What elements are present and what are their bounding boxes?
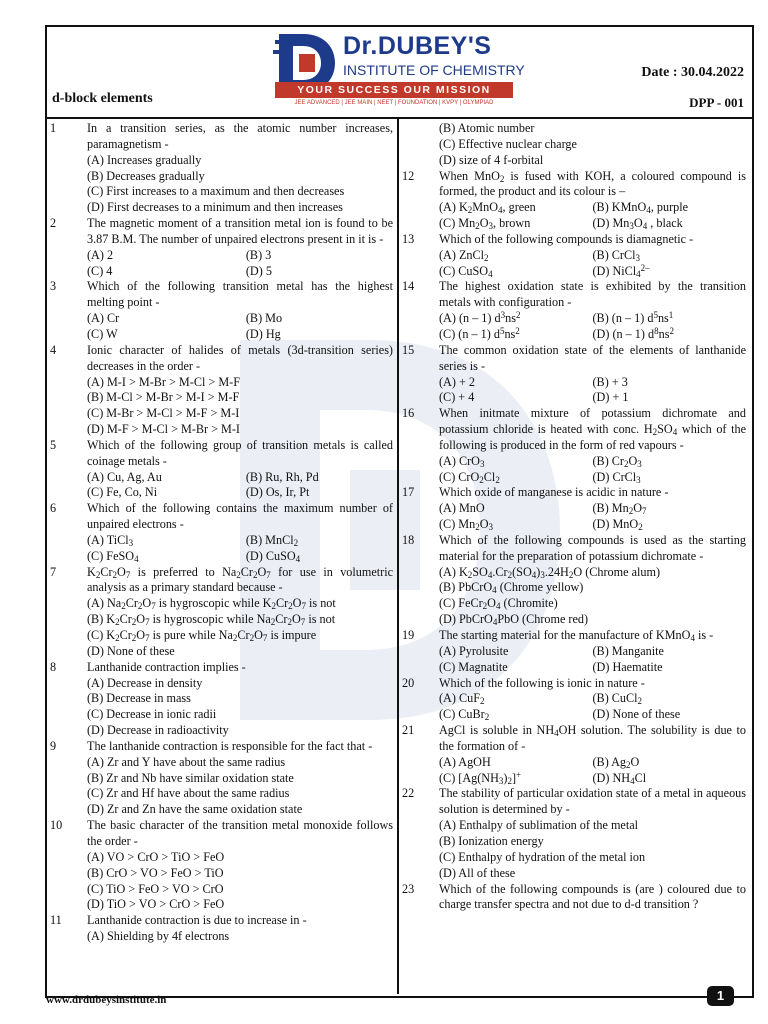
option-d: (D) CrCl$_3$	[592, 469, 641, 485]
question-10	[50, 818, 393, 913]
question-text: The highest oxidation state is exhibited by the transition metals with configuration -	[439, 279, 746, 310]
question-number: 9	[50, 738, 57, 753]
option-c: (C) + 4	[439, 390, 475, 405]
question-text: Which of the following is ionic in nature -	[439, 675, 645, 690]
question-text: Which of the following compounds is (are ) coloured due to charge transfer spectra and not due to d-d transition ?	[439, 881, 746, 912]
option-a: (A) Pyrolusite	[439, 643, 509, 658]
option-c: (C) $Mn_2O_3$	[439, 517, 494, 533]
question-11-continued	[402, 121, 746, 169]
option-b: (B) + 3	[592, 374, 628, 389]
option-c: (C) $Mn_2O_3$, brown	[439, 216, 531, 232]
question-number: 18	[402, 532, 415, 547]
right-column	[402, 121, 746, 913]
logo-subtitle: INSTITUTE OF CHEMISTRY	[343, 62, 525, 78]
footer-website-link[interactable]: www.drdubeysinstitute.in	[46, 994, 167, 1006]
question-number: 3	[50, 279, 57, 294]
option-c: (C) Zr and Hf have about the same radius	[87, 786, 290, 801]
option-c: (C) $FeCr_2O_4$ (Chromite)	[439, 596, 558, 612]
option-a: (A) MnO	[439, 501, 485, 516]
option-a: (A) CuF$_2$	[439, 691, 485, 707]
question-13	[402, 232, 746, 280]
question-number: 15	[402, 342, 415, 357]
dpp-number: DPP - 001	[689, 95, 744, 110]
option-c: (C) First increases to a maximum and then decreases	[87, 184, 345, 199]
question-1	[50, 121, 393, 216]
question-number: 19	[402, 628, 415, 642]
option-b: (B) PbCrO$_4$ (Chrome yellow)	[439, 580, 584, 596]
question-3	[50, 279, 393, 342]
logo-title: Dr.DUBEY'S	[343, 32, 492, 60]
question-8	[50, 660, 393, 739]
question-text: The lanthanide contraction is responsible for the fact that -	[87, 738, 373, 753]
option-b: (B) $K_2Cr_2O_7$ is hygroscopic while $Na_2Cr_2O_7$ is not	[87, 612, 336, 628]
option-c: (C) Enthalpy of hydration of the metal ion	[439, 849, 646, 864]
option-c: (C) Effective nuclear charge	[439, 136, 577, 151]
option-c: (C) (n – 1) $d^5ns^2$	[439, 325, 520, 341]
question-number: 5	[50, 437, 57, 452]
question-number: 23	[402, 881, 415, 896]
option-b: (B) Decrease in mass	[87, 691, 191, 706]
question-12	[402, 169, 746, 232]
option-d: (D) Os, Ir, Pt	[245, 485, 310, 500]
question-text: The magnetic moment of a transition metal ion is found to be 3.87 B.M. The number of unpaired electrons present in it is -	[87, 216, 393, 246]
question-text: Ionic character of halides of metals (3d-transition series) decreases in the order -	[87, 342, 393, 373]
question-number: 12	[402, 168, 415, 183]
option-d: (D) All of these	[439, 865, 516, 880]
option-d: (D) + 1	[592, 390, 629, 405]
option-b: (B) Manganite	[592, 643, 664, 658]
question-5	[50, 438, 393, 501]
question-4	[50, 343, 393, 438]
question-text: When MnO$_2$ is fused with KOH, a coloured compound is formed, the product and its colour is –	[439, 168, 746, 199]
option-a: (A) (n – 1) $d^3ns^2$	[439, 310, 521, 326]
question-15	[402, 343, 746, 406]
question-text: The common oxidation state of the elements of lanthanide series is -	[439, 342, 746, 373]
header-divider	[45, 117, 752, 119]
option-d: (D) NiCl$_4^{2-}$	[592, 262, 650, 279]
question-text: Lanthanide contraction implies -	[87, 659, 246, 674]
question-number: 6	[50, 501, 57, 516]
option-b: (B) $Mn_2O_7$	[592, 501, 647, 517]
option-d: (D) Zr and Zn have the same oxidation state	[87, 802, 303, 817]
question-11	[50, 913, 393, 945]
question-number: 21	[402, 723, 415, 738]
option-d: (D) None of these	[87, 643, 175, 658]
option-c: (C) 4	[87, 263, 113, 278]
option-a: (A) $K_2MnO_4$, green	[439, 200, 536, 216]
option-c: (C) CuSO$_4$	[439, 263, 493, 279]
question-number: 1	[50, 121, 57, 135]
option-a: (A) + 2	[439, 374, 475, 389]
question-number: 17	[402, 485, 415, 500]
option-c: (C) Decrease in ionic radii	[87, 707, 217, 722]
topic-title: d-block elements	[52, 91, 153, 106]
question-20	[402, 676, 746, 724]
question-17	[402, 485, 746, 533]
option-a: (A) Enthalpy of sublimation of the metal	[439, 818, 639, 833]
option-d: (D) $NH_4Cl$	[592, 770, 647, 786]
option-d: (D) Haematite	[592, 659, 663, 674]
question-21	[402, 723, 746, 786]
option-d: (D) PbCrO$_4$PbO (Chrome red)	[439, 612, 589, 628]
option-b: (B) CuCl$_2$	[592, 691, 643, 707]
question-text: The basic character of the transition metal monoxide follows the order -	[87, 818, 393, 848]
option-c: (C) CuBr$_2$	[439, 707, 490, 723]
question-number: 16	[402, 406, 415, 421]
question-number: 14	[402, 279, 415, 294]
option-a: (A) Decrease in density	[87, 675, 203, 690]
option-c: (C) $CrO_2Cl_2$	[439, 469, 500, 485]
question-number: 11	[50, 913, 62, 928]
question-number: 4	[50, 342, 57, 357]
question-text: The starting material for the manufacture of KMnO$_4$ is -	[439, 628, 714, 643]
option-b: (B) Zr and Nb have similar oxidation state	[87, 770, 294, 785]
question-text: Lanthanide contraction is due to increase in -	[87, 913, 307, 928]
question-text: Which of the following group of transition metals is called coinage metals -	[87, 437, 393, 468]
question-text: Which of the following contains the maximum number of unpaired electrons -	[87, 501, 393, 532]
option-b: (B) Atomic number	[439, 121, 535, 135]
option-a: (A) Cr	[87, 311, 120, 326]
option-a: (A) Increases gradually	[87, 152, 202, 167]
left-column	[50, 121, 393, 945]
option-b: (B) Mo	[245, 311, 283, 326]
question-number: 20	[402, 675, 415, 690]
option-c: (C) Fe, Co, Ni	[87, 485, 158, 500]
question-number: 13	[402, 231, 415, 246]
question-6	[50, 501, 393, 564]
question-number: 10	[50, 818, 63, 833]
option-c: (C) $[Ag(NH_3)_2]^+$	[439, 769, 522, 786]
option-d: (D) Decrease in radioactivity	[87, 723, 229, 738]
date: Date : 30.04.2022	[641, 65, 744, 80]
question-9	[50, 739, 393, 818]
option-d: (D) TiO > VO > CrO > FeO	[87, 897, 225, 912]
option-d: (D) (n – 1) $d^8ns^2$	[592, 325, 674, 341]
question-7	[50, 565, 393, 660]
question-number: 22	[402, 786, 415, 801]
option-d: (D) 5	[245, 263, 272, 278]
option-d: (D) Hg	[245, 326, 281, 341]
option-c: (C) TiO > FeO > VO > CrO	[87, 881, 224, 896]
option-b: (B) KMnO$_4$, purple	[592, 200, 689, 216]
option-b: (B) CrCl$_3$	[592, 247, 640, 263]
option-b: (B) (n – 1) $d^5ns^1$	[592, 310, 674, 326]
option-d: (D) First decreases to a minimum and then increases	[87, 200, 343, 215]
question-number: 8	[50, 659, 57, 674]
question-number: 7	[50, 564, 57, 579]
question-text: Which of the following transition metal has the highest melting point -	[87, 279, 393, 310]
option-b: (B) 3	[245, 247, 272, 262]
page-number: 1	[707, 986, 734, 1006]
logo-tagline: YOUR SUCCESS OUR MISSION	[275, 82, 513, 98]
question-text: In a transition series, as the atomic number increases, paramagnetism -	[87, 121, 393, 151]
institute-logo	[273, 30, 525, 112]
column-divider	[397, 117, 399, 994]
option-d: (D) size of 4 f-orbital	[439, 152, 544, 167]
option-b: (B) $Ag_2O$	[592, 754, 640, 770]
option-d: (D) MnO$_2$	[592, 517, 643, 533]
option-b: (B) CrO > VO > FeO > TiO	[87, 865, 224, 880]
question-text: AgCl is soluble in $NH_4OH$ solution. The solubility is due to the formation of -	[439, 723, 746, 753]
logo-exams: JEE ADVANCED | JEE MAIN | NEET | FOUNDATION | KVPY | OLYMPIAD	[294, 100, 494, 106]
option-c: (C) $K_2Cr_2O_7$ is pure while $Na_2Cr_2O_7$ is impure	[87, 628, 317, 643]
option-b: (B) $Cr_2O_3$	[592, 453, 642, 469]
option-a: (A) Cu, Ag, Au	[87, 469, 162, 484]
option-d: (D) M-F > M-Cl > M-Br > M-I	[87, 422, 240, 437]
option-d: (D) $Mn_3O_4$ , black	[592, 216, 683, 232]
option-c: (C) Magnatite	[439, 659, 508, 674]
question-18	[402, 533, 746, 628]
option-a: (A) $K_2SO_4.Cr_2(SO_4)_3.24H_2O$ (Chrome alum)	[439, 564, 661, 580]
option-a: (A) $Na_2Cr_2O_7$ is hygroscopic while $K_2Cr_2O_7$ is not	[87, 596, 336, 612]
question-text: Which of the following compounds is diamagnetic -	[439, 231, 694, 246]
option-a: (A) VO > CrO > TiO > FeO	[87, 849, 225, 864]
option-b: (B) Ionization energy	[439, 833, 544, 848]
option-a: (A) 2	[87, 247, 114, 262]
option-b: (B) MnCl$_2$	[245, 532, 299, 548]
question-16	[402, 406, 746, 485]
question-text: When initmate mixture of potassium dichromate and potassium chloride is heated with conc. $H_2SO_4$ which of the following is produced in the form of red vapours -	[439, 406, 746, 452]
option-a: (A) CrO$_3$	[439, 453, 485, 469]
question-19	[402, 628, 746, 676]
option-a: (A) ZnCl$_2$	[439, 247, 489, 263]
question-text: $K_2Cr_2O_7$ is preferred to $Na_2Cr_2O_7$ for use in volumetric analysis as a primary standard because -	[87, 564, 393, 595]
option-a: (A) AgOH	[439, 754, 491, 769]
option-a: (A) Zr and Y have about the same radius	[87, 754, 286, 769]
option-b: (B) Ru, Rh, Pd	[245, 469, 319, 484]
option-b: (B) M-Cl > M-Br > M-I > M-F	[87, 390, 240, 405]
question-2	[50, 216, 393, 279]
option-c: (C) FeSO$_4$	[87, 548, 139, 564]
option-d: (D) CuSO$_4$	[245, 548, 301, 564]
question-22	[402, 786, 746, 881]
option-a: (A) Shielding by 4f electrons	[87, 929, 230, 944]
option-c: (C) W	[87, 326, 118, 341]
question-number: 2	[50, 216, 57, 231]
option-b: (B) Decreases gradually	[87, 168, 205, 183]
option-d: (D) None of these	[592, 707, 681, 722]
question-text: Which of the following compounds is used as the starting material for the preparation of potassium dichromate -	[439, 532, 746, 563]
option-a: (A) M-I > M-Br > M-Cl > M-F	[87, 374, 240, 389]
question-14	[402, 279, 746, 342]
question-23	[402, 882, 746, 914]
question-text: Which oxide of manganese is acidic in nature -	[439, 485, 669, 500]
question-text: The stability of particular oxidation state of a metal in aqueous solution is determined by -	[439, 786, 746, 817]
option-a: (A) TiCl$_3$	[87, 532, 134, 548]
option-c: (C) M-Br > M-Cl > M-F > M-I	[87, 406, 240, 421]
